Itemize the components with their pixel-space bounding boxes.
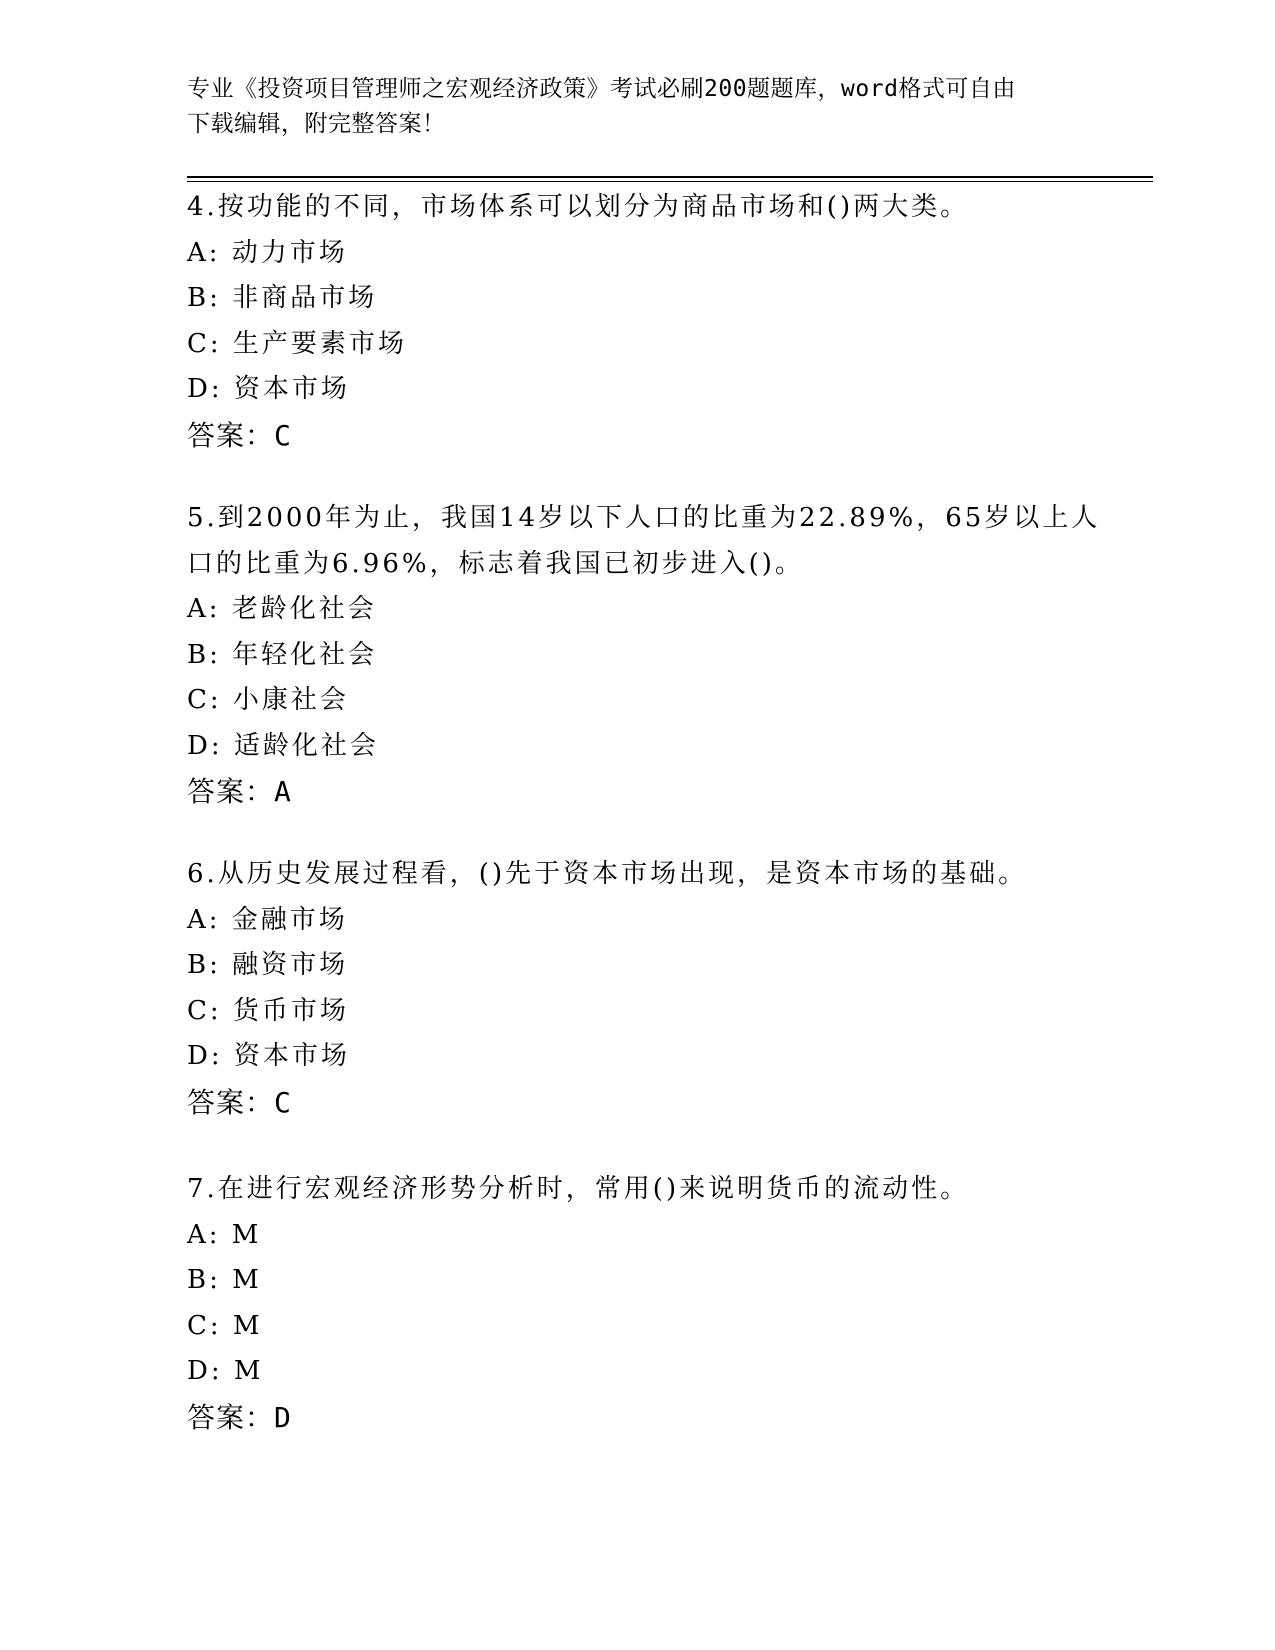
header-line-2: 下载编辑，附完整答案！ — [187, 111, 446, 137]
question-stem-line-2: 口的比重为6.96%，标志着我国已初步进入()。 — [187, 548, 804, 579]
answer-value: D — [274, 1400, 292, 1434]
header-rule-thick — [187, 176, 1153, 178]
answer-line — [187, 769, 1087, 815]
header-line-1: 专业《投资项目管理师之宏观经济政策》考试必刷200题题库，word格式可自由 — [187, 76, 1016, 102]
answer-line — [187, 1395, 1087, 1441]
answer-label: 答案： — [187, 1400, 275, 1434]
option-a: A: 动力市场 — [187, 237, 348, 268]
question-block-5 — [187, 496, 1101, 815]
question-stem: 6.从历史发展过程看，()先于资本市场出现，是资本市场的基础。 — [187, 859, 1028, 889]
answer-label: 答案： — [187, 1085, 275, 1119]
header-rule-thin — [187, 181, 1153, 182]
question-block-4 — [187, 185, 1087, 458]
option-a: A: M — [187, 1219, 262, 1250]
question-block-6 — [187, 852, 1087, 1125]
option-d: D: 适龄化社会 — [187, 730, 379, 761]
option-c: C: 货币市场 — [187, 995, 349, 1026]
option-b: B: 融资市场 — [187, 950, 349, 980]
question-stem: 7.在进行宏观经济形势分析时，常用()来说明货币的流动性。 — [187, 1174, 970, 1204]
option-c: C: 小康社会 — [187, 685, 349, 715]
option-b: B: 年轻化社会 — [187, 639, 378, 670]
answer-value: A — [274, 775, 292, 808]
answer-line — [187, 413, 1087, 459]
question-block-7 — [187, 1167, 1087, 1440]
option-b: B: M — [187, 1265, 262, 1295]
option-c: C: M — [187, 1310, 263, 1341]
option-d: D: M — [187, 1356, 264, 1386]
answer-value: C — [274, 418, 292, 452]
answer-label: 答案： — [187, 418, 275, 452]
option-b: B: 非商品市场 — [187, 283, 378, 313]
option-a: A: 金融市场 — [187, 904, 348, 935]
option-d: D: 资本市场 — [187, 1041, 350, 1071]
answer-value: C — [274, 1085, 292, 1119]
answer-line — [187, 1080, 1087, 1126]
question-stem-line-1: 5.到2000年为止，我国14岁以下人口的比重为22.89%，65岁以上人 — [187, 503, 1101, 533]
option-c: C: 生产要素市场 — [187, 328, 407, 359]
option-a: A: 老龄化社会 — [187, 594, 377, 624]
question-stem: 4.按功能的不同，市场体系可以划分为商品市场和()两大类。 — [187, 192, 970, 222]
option-d: D: 资本市场 — [187, 374, 350, 404]
answer-label: 答案： — [187, 775, 275, 808]
document-header — [187, 72, 1067, 142]
